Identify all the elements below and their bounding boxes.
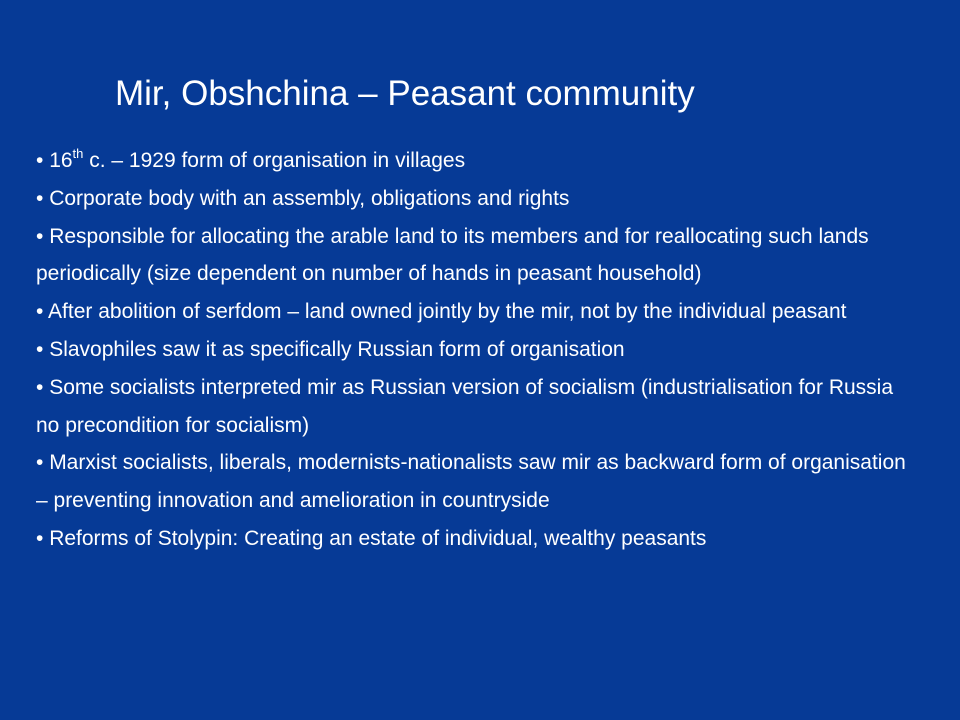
bullet-item-socialists [36,369,916,445]
bullet-text: Marxist socialists, liberals, modernists-nationalists saw mir as backward form of organisation – preventing innovation and amelioration in countryside [36,451,906,513]
bullet-text: Responsible for allocating the arable land to its members and for reallocating such lands periodically (size dependent on number of hands in peasant household) [36,224,869,286]
bullet-marker: • [36,149,50,172]
bullet-item-marxists [36,444,916,520]
bullet-item-corporate-body [36,180,916,218]
bullet-text: Some socialists interpreted mir as Russian version of socialism (industrialisation for Russia no precondition for socialism) [36,375,894,437]
bullet-item-period [36,142,916,180]
bullet-item-serfdom-abolition [36,293,916,331]
bullet-item-land-allocation [36,218,916,294]
bullet-marker: • [36,186,50,210]
bullet-text: After abolition of serfdom – land owned jointly by the mir, not by the individual peasant [48,300,847,324]
bullet-period-text: c. – 1929 form of organisation in villages [83,149,466,172]
bullet-marker: • [36,300,49,324]
bullet-marker: • [36,224,50,248]
bullet-period-ordinal: th [72,146,84,161]
bullet-marker: • [36,375,50,399]
bullet-text: Corporate body with an assembly, obligations and rights [49,186,570,210]
bullet-text: Reforms of Stolypin: Creating an estate of individual, wealthy peasants [49,526,707,550]
bullet-marker: • [36,451,50,475]
bullet-marker: • [36,337,50,361]
bullet-item-stolypin-reforms [36,520,916,558]
slide-title: Mir, Obshchina – Peasant community [115,74,695,113]
bullet-period-number: 16 [49,149,73,172]
bullet-item-slavophiles [36,331,916,369]
bullet-text: Slavophiles saw it as specifically Russian form of organisation [49,337,625,361]
bullet-marker: • [36,526,50,550]
bullet-list [36,142,916,558]
